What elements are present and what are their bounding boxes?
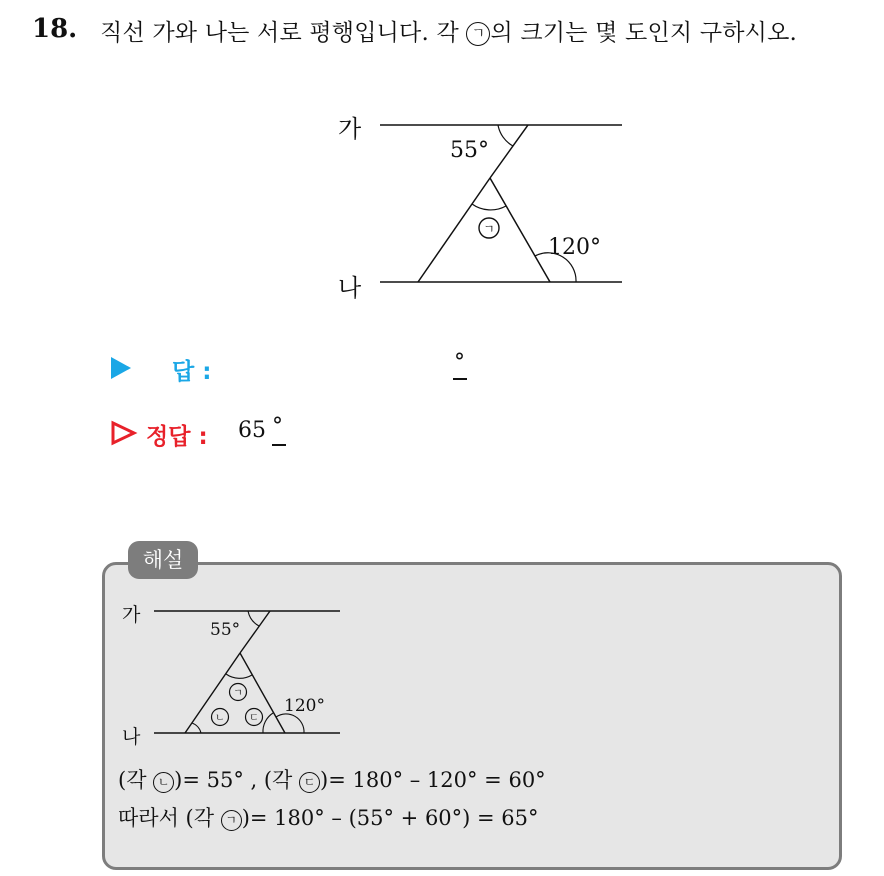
angle-arc-apex <box>472 204 506 210</box>
top-transversal <box>490 125 528 178</box>
expl-circle-b-label: ㄴ <box>215 713 225 724</box>
expl-arc-inner-right <box>263 713 273 733</box>
answer-blank-underline <box>453 378 467 380</box>
expl-arc-apex <box>226 674 252 678</box>
explanation-line-2 <box>118 802 539 832</box>
question-text-before: 직선 가와 나는 서로 평행입니다. 각 <box>100 20 467 46</box>
expl1-part1: (각 <box>118 768 154 792</box>
expl1-part3: )= 180° – 120° = 60° <box>320 768 546 792</box>
correct-answer-label: 정답 : <box>146 424 208 450</box>
expl1-circle-c: ㄷ <box>299 772 320 793</box>
expl-angle-right-label: 120° <box>284 696 325 716</box>
explanation-tag: 해설 <box>128 541 198 579</box>
question-text-after: 의 크기는 몇 도인지 구하시오. <box>490 20 798 46</box>
line-b-label: 나 <box>338 274 362 302</box>
correct-answer-degree: ° <box>272 414 283 439</box>
angle-right-label: 120° <box>548 235 601 260</box>
expl-circle-c-label: ㄷ <box>249 713 259 724</box>
expl-line-a-label: 가 <box>122 604 141 626</box>
expl1-part2: )= 55° , (각 <box>174 768 300 792</box>
expl2-part2: )= 180° – (55° + 60°) = 65° <box>241 806 539 830</box>
answer-label: 답 : <box>172 359 212 385</box>
answer-degree-mark: ° <box>454 350 465 375</box>
expl-arc-top <box>248 611 259 626</box>
expl-top-transversal <box>240 611 270 653</box>
expl-angle-top-label: 55° <box>210 620 241 640</box>
question-number: 18. <box>32 14 78 44</box>
question-circle-label: ㄱ <box>466 22 490 46</box>
answer-play-icon <box>111 357 131 379</box>
angle-arc-top <box>498 125 513 146</box>
explanation-line-1 <box>118 764 546 794</box>
expl2-part1: 따라서 (각 <box>118 806 221 830</box>
parallel-lines-figure <box>330 100 640 310</box>
correct-answer-underline <box>272 444 286 446</box>
line-a-label: 가 <box>338 115 362 143</box>
angle-unknown-label: ㄱ <box>483 222 495 236</box>
correct-answer-value: 65 <box>238 418 266 443</box>
expl-arc-left <box>192 723 201 733</box>
correct-play-outline-icon <box>110 420 138 446</box>
angle-top-label: 55° <box>450 138 489 163</box>
explanation-figure <box>118 595 358 755</box>
expl2-circle-a: ㄱ <box>221 810 242 831</box>
expl-line-b-label: 나 <box>122 726 141 748</box>
question-text <box>100 14 797 47</box>
expl1-circle-b: ㄴ <box>153 772 174 793</box>
expl-circle-a-label: ㄱ <box>233 688 243 699</box>
